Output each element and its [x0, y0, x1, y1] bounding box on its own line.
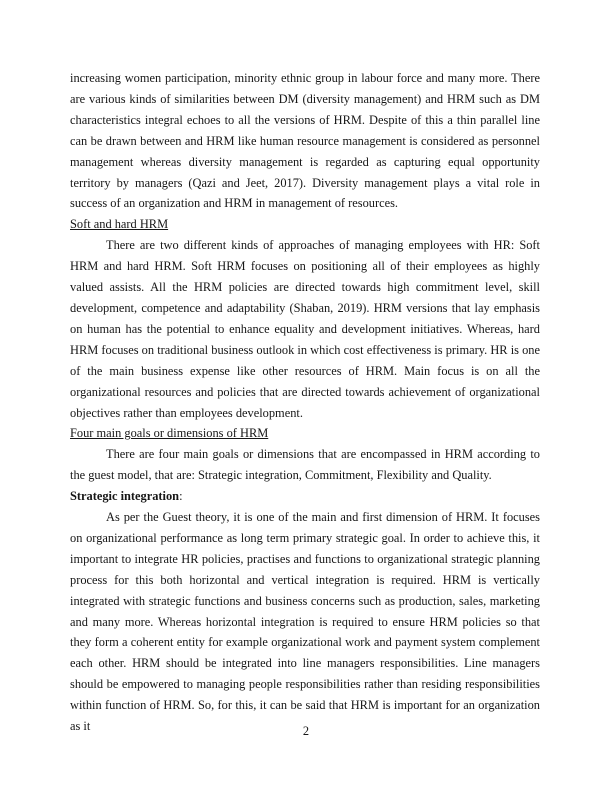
subsection-heading	[70, 486, 540, 507]
page-number: 2	[302, 724, 310, 738]
paragraph: As per the Guest theory, it is one of the main and first dimension of HRM. It focuses on organizational performance as long term primary strategic goal. In order to achieve this, it important to integrate HR policies, practises and functions to organizational strategic planning process for this both horizontal and vertical integration is required. HRM is vertically integrated with strategic functions and business concerns such as production, sales, marketing and many more. Whereas horizontal integration is required to ensure HRM policies so that they form a coherent entity for example organizational work and payment system complement each other. HRM should be integrated into line managers responsibilities. Line managers should be empowered to managing people responsibilities rather than residing responsibilities within function of HRM. So, for this, it can be said that HRM is important for an organization as it	[70, 510, 540, 734]
paragraph: increasing women participation, minority ethnic group in labour force and many more. There are various kinds of similarities between DM (diversity management) and HRM such as DM characteristics integral echoes to all the versions of HRM. Despite of this a thin parallel line can be drawn between and HRM like human resource management is considered as personnel management whereas diversity management is regarded as capturing equal opportunity territory by managers (Qazi and Jeet, 2017). Diversity management plays a vital role in success of an organization and HRM in management of resources.	[70, 71, 540, 211]
paragraph: There are four main goals or dimensions that are encompassed in HRM according to the guest model, that are: Strategic integration, Commitment, Flexibility and Quality.	[70, 447, 540, 483]
paragraph: There are two different kinds of approaches of managing employees with HR: Soft HRM and hard HRM. Soft HRM focuses on positioning all of their employees as highly valued assists. All the HRM policies are directed towards high commitment level, skill development, competence and adaptability (Shaban, 2019). HRM versions that lay emphasis on human has the potential to enhance equality and development initiatives. Whereas, hard HRM focuses on traditional business outlook in which cost effectiveness is primary. HR is one of the main business expense like other resources of HRM. Main focus is on all the organizational resources and policies that are directed towards achievement of organizational objectives rather than employees development.	[70, 238, 540, 420]
subsection-heading-label: Strategic integration	[70, 489, 180, 504]
section-heading: Four main goals or dimensions of HRM	[70, 426, 269, 441]
document-body	[70, 68, 540, 737]
subsection-heading-suffix: :	[179, 489, 183, 504]
section-heading: Soft and hard HRM	[70, 217, 169, 232]
